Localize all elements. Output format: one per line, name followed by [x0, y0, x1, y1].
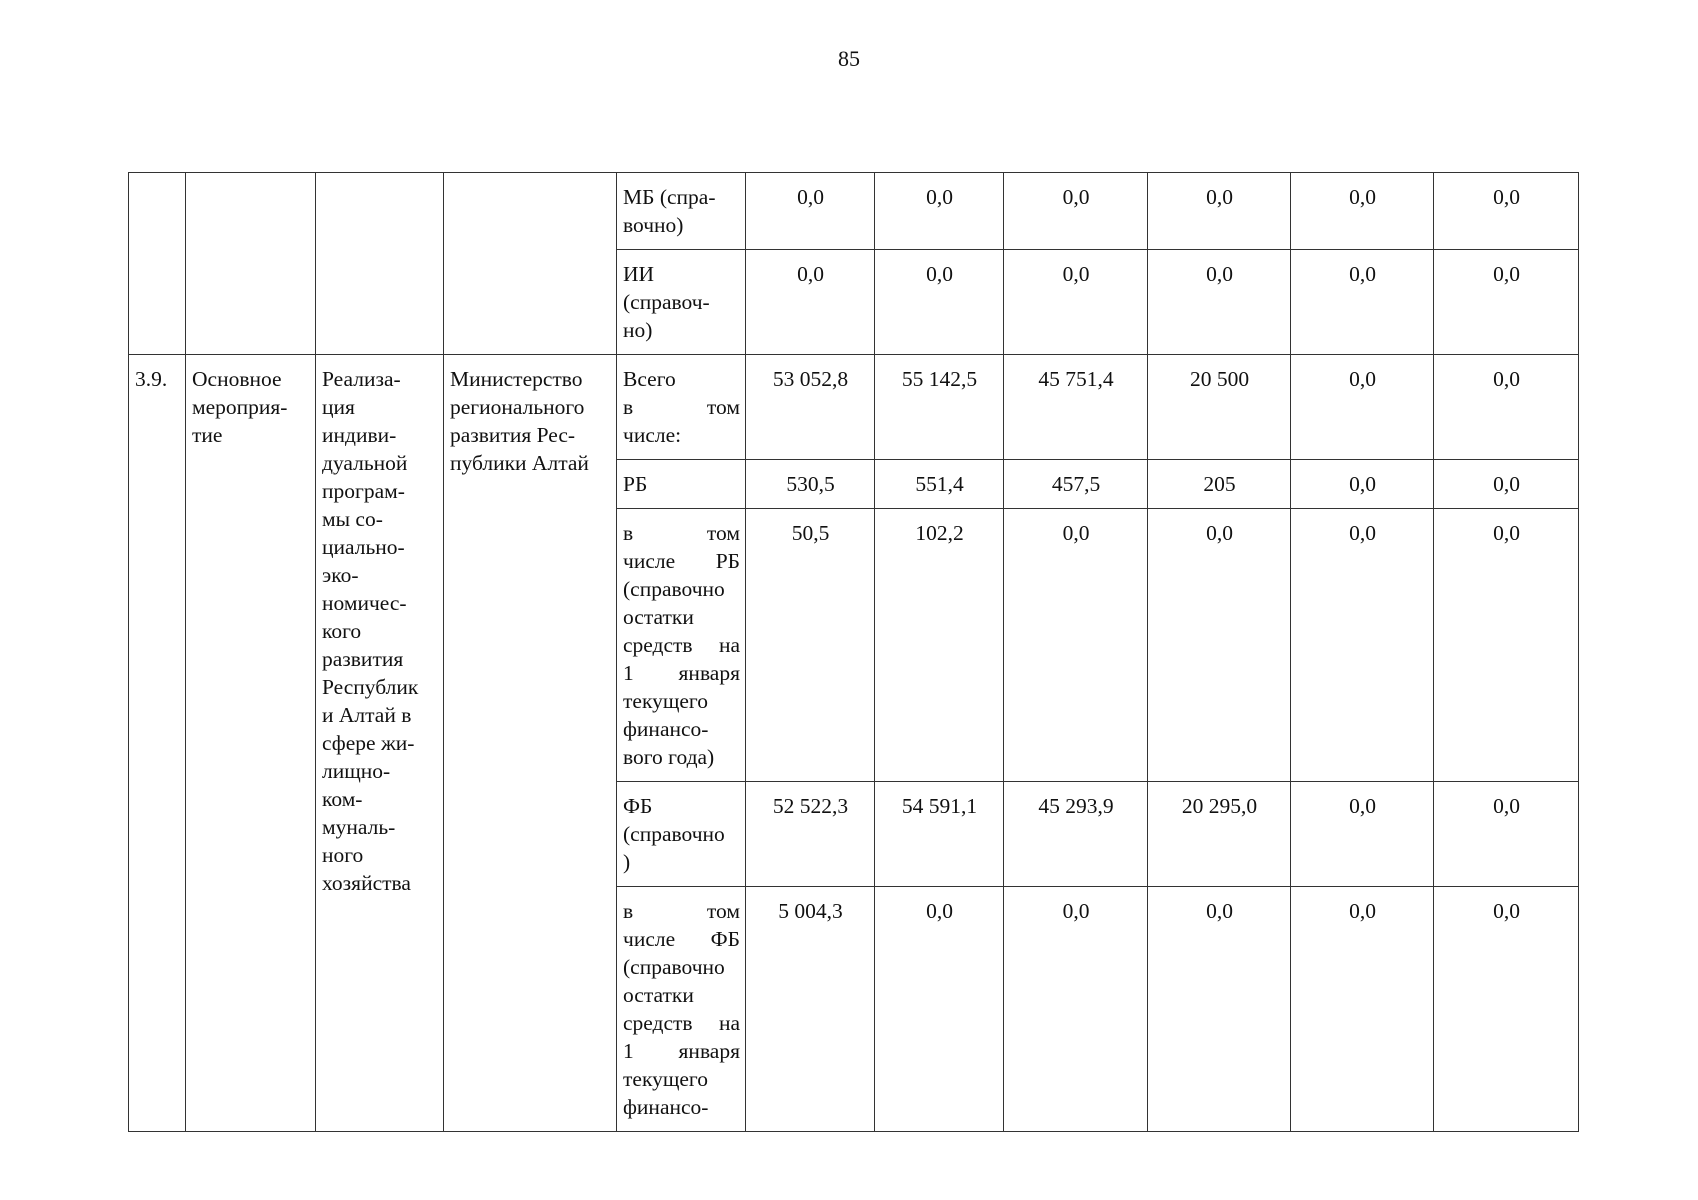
executor-cell-empty	[444, 173, 617, 355]
funding-source-line: текущего	[623, 689, 708, 713]
funding-source-line: в том	[623, 899, 740, 923]
value-cell: 45 293,9	[1004, 782, 1148, 887]
page-number: 85	[838, 46, 860, 71]
funding-source-cell: ФБ (справочно )	[617, 782, 746, 887]
funding-source-line: вого года)	[623, 745, 715, 769]
value-cell: 0,0	[1148, 887, 1291, 1132]
funding-source-line: 1 января	[623, 1039, 740, 1063]
value-cell: 0,0	[875, 887, 1004, 1132]
funding-source-cell	[617, 509, 746, 782]
value-cell: 0,0	[1148, 173, 1291, 250]
funding-source-line: числе ФБ	[623, 927, 740, 951]
value-cell: 0,0	[875, 250, 1004, 355]
value-cell: 0,0	[1291, 887, 1434, 1132]
value-cell: 457,5	[1004, 460, 1148, 509]
value-cell: 0,0	[1291, 250, 1434, 355]
value-cell: 0,0	[1434, 250, 1579, 355]
value-cell: 0,0	[1291, 355, 1434, 460]
value-cell: 0,0	[1434, 887, 1579, 1132]
value-cell: 50,5	[746, 509, 875, 782]
table-row	[129, 173, 1579, 250]
funding-source-line: остатки	[623, 605, 694, 629]
value-cell: 0,0	[1434, 509, 1579, 782]
funding-source-cell: МБ (спра- вочно)	[617, 173, 746, 250]
funding-source-line: текущего	[623, 1067, 708, 1091]
value-cell: 551,4	[875, 460, 1004, 509]
name-cell-empty	[316, 173, 444, 355]
value-cell: 5 004,3	[746, 887, 875, 1132]
value-cell: 0,0	[1434, 355, 1579, 460]
value-cell: 54 591,1	[875, 782, 1004, 887]
funding-source-cell	[617, 355, 746, 460]
value-cell: 0,0	[1434, 460, 1579, 509]
value-cell: 0,0	[1434, 782, 1579, 887]
value-cell: 0,0	[1004, 173, 1148, 250]
item-type: Основное мероприя- тие	[186, 355, 316, 1132]
funding-source-line: в том	[623, 395, 740, 419]
funding-source-line: Всего	[623, 367, 676, 391]
funding-source-line: (справочно	[623, 955, 725, 979]
value-cell: 0,0	[746, 250, 875, 355]
value-cell: 0,0	[1291, 782, 1434, 887]
value-cell: 0,0	[1004, 509, 1148, 782]
budget-table	[128, 172, 1579, 1132]
funding-source-line: средств на	[623, 1011, 740, 1035]
number-cell-empty	[129, 173, 186, 355]
funding-source-cell: ИИ (справоч- но)	[617, 250, 746, 355]
item-executor: Министерство регионального развития Рес- публики Алтай	[444, 355, 617, 1132]
value-cell: 102,2	[875, 509, 1004, 782]
item-number: 3.9.	[129, 355, 186, 1132]
value-cell: 0,0	[875, 173, 1004, 250]
value-cell: 0,0	[1004, 887, 1148, 1132]
funding-source-line: 1 января	[623, 661, 740, 685]
funding-source-line: числе:	[623, 423, 682, 447]
type-cell-empty	[186, 173, 316, 355]
item-name: Реализа- ция индиви- дуальной програм- мы со- циально- эко- номичес- кого развития Республик и Алтай в сфере жи- лищно- ком- муналь- ного хозяйства	[316, 355, 444, 1132]
value-cell: 530,5	[746, 460, 875, 509]
value-cell: 45 751,4	[1004, 355, 1148, 460]
value-cell: 0,0	[1148, 509, 1291, 782]
funding-source-cell: РБ	[617, 460, 746, 509]
value-cell: 20 295,0	[1148, 782, 1291, 887]
value-cell: 0,0	[1291, 460, 1434, 509]
value-cell: 53 052,8	[746, 355, 875, 460]
funding-source-line: числе РБ	[623, 549, 740, 573]
funding-source-line: финансо-	[623, 1095, 709, 1119]
value-cell: 0,0	[1004, 250, 1148, 355]
value-cell: 55 142,5	[875, 355, 1004, 460]
funding-source-line: в том	[623, 521, 740, 545]
value-cell: 205	[1148, 460, 1291, 509]
funding-source-line: финансо-	[623, 717, 709, 741]
value-cell: 0,0	[1291, 509, 1434, 782]
value-cell: 52 522,3	[746, 782, 875, 887]
value-cell: 0,0	[1434, 173, 1579, 250]
table-row	[129, 355, 1579, 460]
value-cell: 0,0	[746, 173, 875, 250]
value-cell: 0,0	[1291, 173, 1434, 250]
value-cell: 0,0	[1148, 250, 1291, 355]
funding-source-cell	[617, 887, 746, 1132]
value-cell: 20 500	[1148, 355, 1291, 460]
funding-source-line: (справочно	[623, 577, 725, 601]
funding-source-line: средств на	[623, 633, 740, 657]
funding-source-line: остатки	[623, 983, 694, 1007]
